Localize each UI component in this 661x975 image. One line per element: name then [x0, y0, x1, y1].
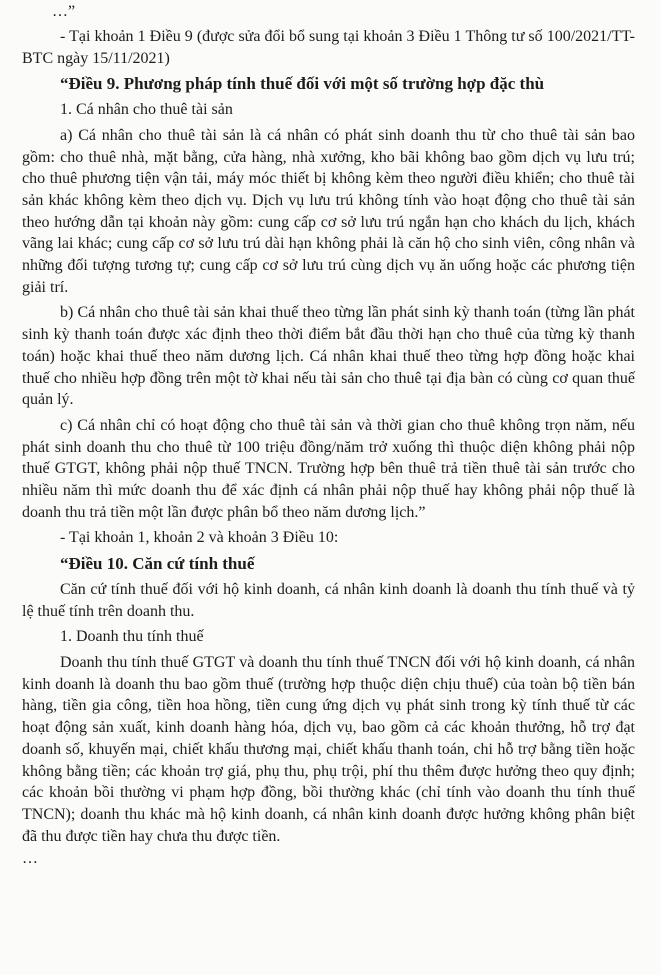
reference-article-10: - Tại khoản 1, khoản 2 và khoản 3 Điều 10:	[60, 529, 339, 547]
article-9-point-a: a) Cá nhân cho thuê tài sản là cá nhân có phát sinh doanh thu từ cho thuê tài sản bao gồm: cho thuê nhà, mặt bằng, cửa hàng, nhà xưởng, kho bãi không bao gồm dịch vụ lưu trú; cho thuê phương tiện vận tải, máy móc thiết bị không kèm theo người điều khiển; cho thuê tài sản khác không kèm theo dịch vụ. Dịch vụ lưu trú không tính vào hoạt động cho thuê tài sản theo hướng dẫn tại khoản này gồm: cung cấp cơ sở lưu trú ngắn hạn cho khách du lịch, khách vãng lai khác; cung cấp cơ sở lưu trú dài hạn không phải là căn hộ cho sinh viên, công nhân và những đối tượng tương tự; cung cấp cơ sở lưu trú cùng dịch vụ ăn uống hoặc các phương tiện giải trí.	[22, 126, 635, 296]
article-9-clause-1: 1. Cá nhân cho thuê tài sản	[60, 101, 233, 119]
article-9-title: “Điều 9. Phương pháp tính thuế đối với một số trường hợp đặc thù	[60, 74, 545, 94]
article-9-point-c: c) Cá nhân chỉ có hoạt động cho thuê tài sản và thời gian cho thuê không trọn năm, nếu phát sinh doanh thu cho thuê từ 100 triệu đồng/năm trở xuống thì thuộc diện không phải nộp thuế GTGT, không phải nộp thuế TNCN. Trường hợp bên thuê trả tiền thuê tài sản trước cho nhiều năm thì mức doanh thu để xác định cá nhân phải nộp thuế hay không phải nộp thuế là doanh thu trả tiền một lần được phân bổ theo năm dương lịch.”	[22, 416, 635, 521]
article-9-point-b: b) Cá nhân cho thuê tài sản khai thuế theo từng lần phát sinh kỳ thanh toán (từng lần phát sinh kỳ thanh toán được xác định theo thời điểm bắt đầu thời hạn cho thuê của từng kỳ thanh toán) hoặc khai thuế theo năm dương lịch. Cá nhân khai thuế theo từng hợp đồng hoặc khai thuế cho nhiều hợp đồng trên một tờ khai nếu tài sản cho thuê tại địa bàn có cùng cơ quan thuế quản lý.	[22, 304, 635, 409]
bottom-ellipsis: …	[22, 850, 38, 868]
article-10-title: “Điều 10. Căn cứ tính thuế	[60, 554, 255, 574]
article-10-clause-1: 1. Doanh thu tính thuế	[60, 628, 204, 646]
reference-article-9: - Tại khoản 1 Điều 9 (được sửa đổi bổ sung tại khoản 3 Điều 1 Thông tư số 100/2021/TT-BTC ngày 15/11/2021)	[22, 28, 635, 67]
article-10-body: Doanh thu tính thuế GTGT và doanh thu tính thuế TNCN đối với hộ kinh doanh, cá nhân kinh doanh là doanh thu bao gồm thuế (trường hợp thuộc diện chịu thuế) của toàn bộ tiền bán hàng, tiền gia công, tiền hoa hồng, tiền cung ứng dịch vụ phát sinh trong kỳ tính thuế từ các hoạt động sản xuất, kinh doanh hàng hóa, dịch vụ, bao gồm cả các khoản thưởng, hỗ trợ đạt doanh số, khuyến mại, chiết khấu thương mại, chiết khấu thanh toán, chi hỗ trợ bằng tiền hoặc không bằng tiền; các khoản trợ giá, phụ thu, phụ trội, phí thu thêm được hưởng theo quy định; các khoản bồi thường vi phạm hợp đồng, bồi thường khác (chỉ tính vào doanh thu tính thuế TNCN); doanh thu khác mà hộ kinh doanh, cá nhân kinh doanh được hưởng không phân biệt đã thu được tiền hay chưa thu được tiền.	[22, 653, 635, 845]
top-ellipsis: …”	[52, 3, 76, 20]
article-10-intro: Căn cứ tính thuế đối với hộ kinh doanh, cá nhân kinh doanh là doanh thu tính thuế và tỷ lệ thuế tính trên doanh thu.	[22, 580, 635, 620]
